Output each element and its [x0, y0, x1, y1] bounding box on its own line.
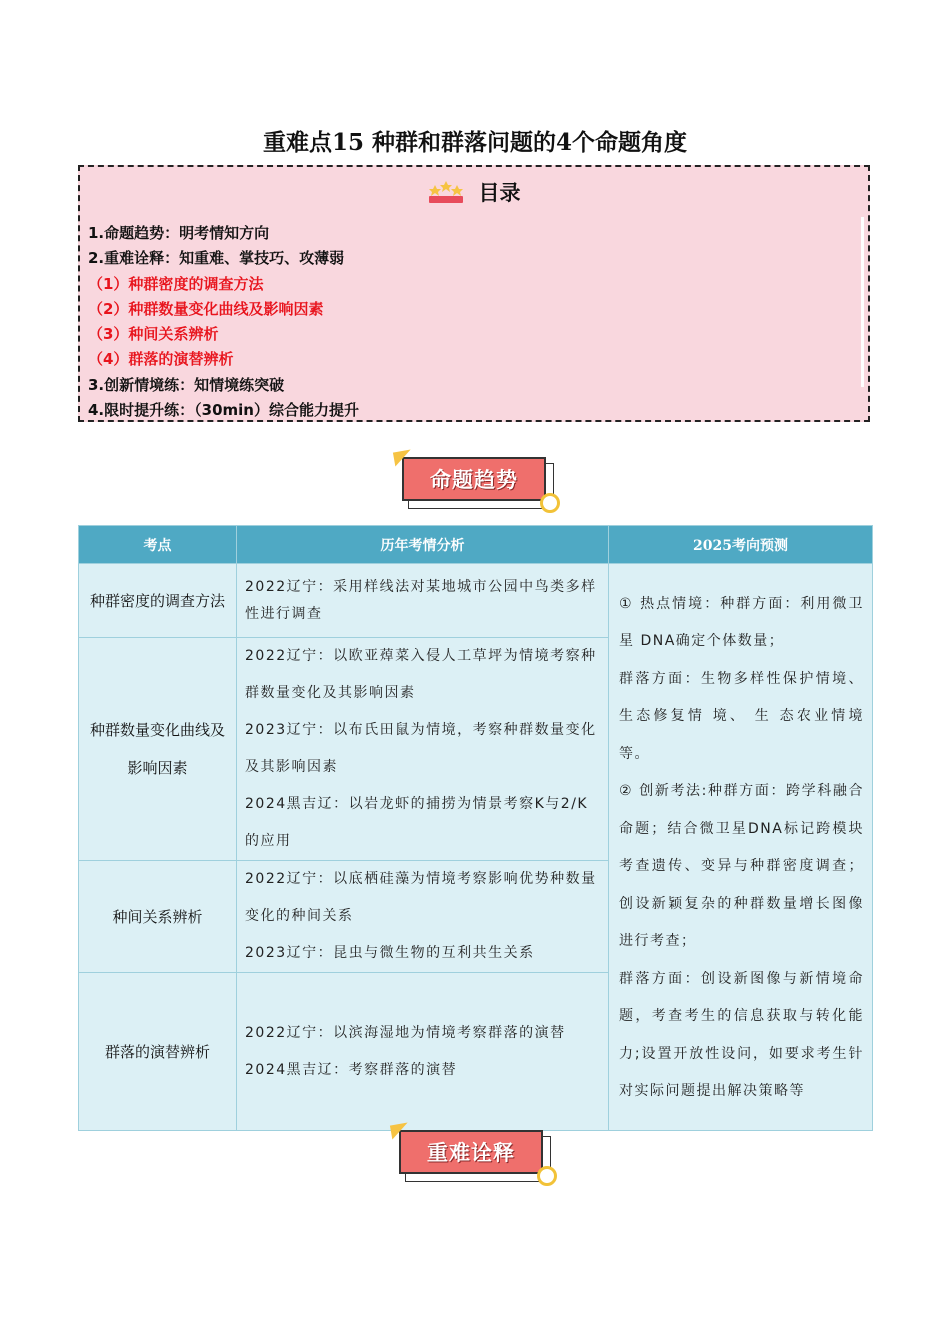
- history-cell: [237, 564, 609, 638]
- topic-cell: 种群密度的调查方法: [79, 564, 237, 638]
- toc-item[interactable]: （1）种群密度的调查方法: [88, 274, 264, 293]
- history-entry: 2023辽宁：昆虫与微生物的互利共生关系: [245, 945, 535, 961]
- banner-face: [402, 457, 546, 501]
- history-entry: 2023辽宁：以布氏田鼠为情境，考察种群数量变化及其影响因素: [245, 722, 597, 775]
- col-header-prediction: 2025考向预测: [609, 526, 873, 564]
- analysis-table: [78, 525, 873, 1131]
- toc-title: 目录: [478, 181, 521, 205]
- trend-banner: [402, 457, 562, 513]
- history-entry: 2024黑吉辽：以岩龙虾的捕捞为情景考察K与2/K的应用: [245, 796, 589, 849]
- history-cell: [237, 638, 609, 861]
- toc-item[interactable]: （3）种间关系辨析: [88, 325, 219, 344]
- toc-item[interactable]: 1.命题趋势：明考情知方向: [88, 224, 270, 242]
- banner-face: [399, 1130, 543, 1174]
- ring-icon: [540, 493, 560, 513]
- topic-cell: 种间关系辨析: [79, 861, 237, 973]
- history-entry: 2022辽宁：以底栖硅藻为情境考察影响优势种数量变化的种间关系: [245, 871, 597, 924]
- toc-edge: [861, 217, 864, 387]
- prediction-entry: 群落方面：生物多样性保护情境、生态修复情 境、 生 态农业情境等。: [619, 670, 864, 762]
- toc-item[interactable]: （2）种群数量变化曲线及影响因素: [88, 299, 324, 318]
- toc-item[interactable]: 3.创新情境练：知情境练突破: [88, 375, 285, 394]
- prediction-entry: ② 创新考法:种群方面：跨学科融合命题；结合微卫星DNA标记跨模块考查遗传、变异与种群密度调查；创设新颖复杂的种群数量增长图像进行考查；: [619, 783, 864, 949]
- toc-item[interactable]: （4）群落的演替辨析: [88, 350, 234, 369]
- topic-cell: 种群数量变化曲线及影响因素: [79, 638, 237, 861]
- ring-icon: [537, 1166, 557, 1186]
- toc-box: [78, 165, 870, 422]
- history-entry: 2024黑吉辽：考察群落的演替: [245, 1061, 458, 1078]
- col-header-topic: 考点: [79, 526, 237, 564]
- topic-cell: 群落的演替辨析: [79, 973, 237, 1131]
- table-header-row: [79, 526, 873, 564]
- history-entry: 2022辽宁：采用样线法对某地城市公园中鸟类多样性进行调查: [245, 578, 597, 622]
- toc-list: [88, 221, 359, 423]
- toc-header: [80, 177, 868, 207]
- table-row: [79, 564, 873, 638]
- history-entry: 2022辽宁：以欧亚蔊菜入侵人工草坪为情境考察种群数量变化及其影响因素: [245, 648, 597, 701]
- history-cell: [237, 861, 609, 973]
- toc-item[interactable]: 2.重难诠释：知重难、掌技巧、攻薄弱: [88, 249, 345, 268]
- page-title: 重难点15 种群和群落问题的4个命题角度: [262, 129, 688, 156]
- history-entry: 2022辽宁：以滨海湿地为情境考察群落的演替: [245, 1024, 566, 1041]
- crown-icon: [427, 179, 465, 205]
- history-cell: [237, 973, 609, 1131]
- explain-banner: [399, 1130, 559, 1186]
- prediction-cell: [609, 564, 873, 1131]
- toc-item[interactable]: 4.限时提升练：（30min）综合能力提升: [88, 401, 359, 420]
- prediction-entry: 群落方面：创设新图像与新情境命题，考查考生的信息获取与转化能力;设置开放性设问，如要求考生针对实际问题提出解决策略等: [619, 970, 864, 1099]
- banner-label: 命题趋势: [430, 468, 518, 492]
- prediction-entry: ① 热点情境：种群方面：利用微卫星 DNA确定个体数量；: [619, 595, 864, 649]
- col-header-history: 历年考情分析: [237, 526, 609, 564]
- banner-label: 重难诠释: [427, 1141, 515, 1165]
